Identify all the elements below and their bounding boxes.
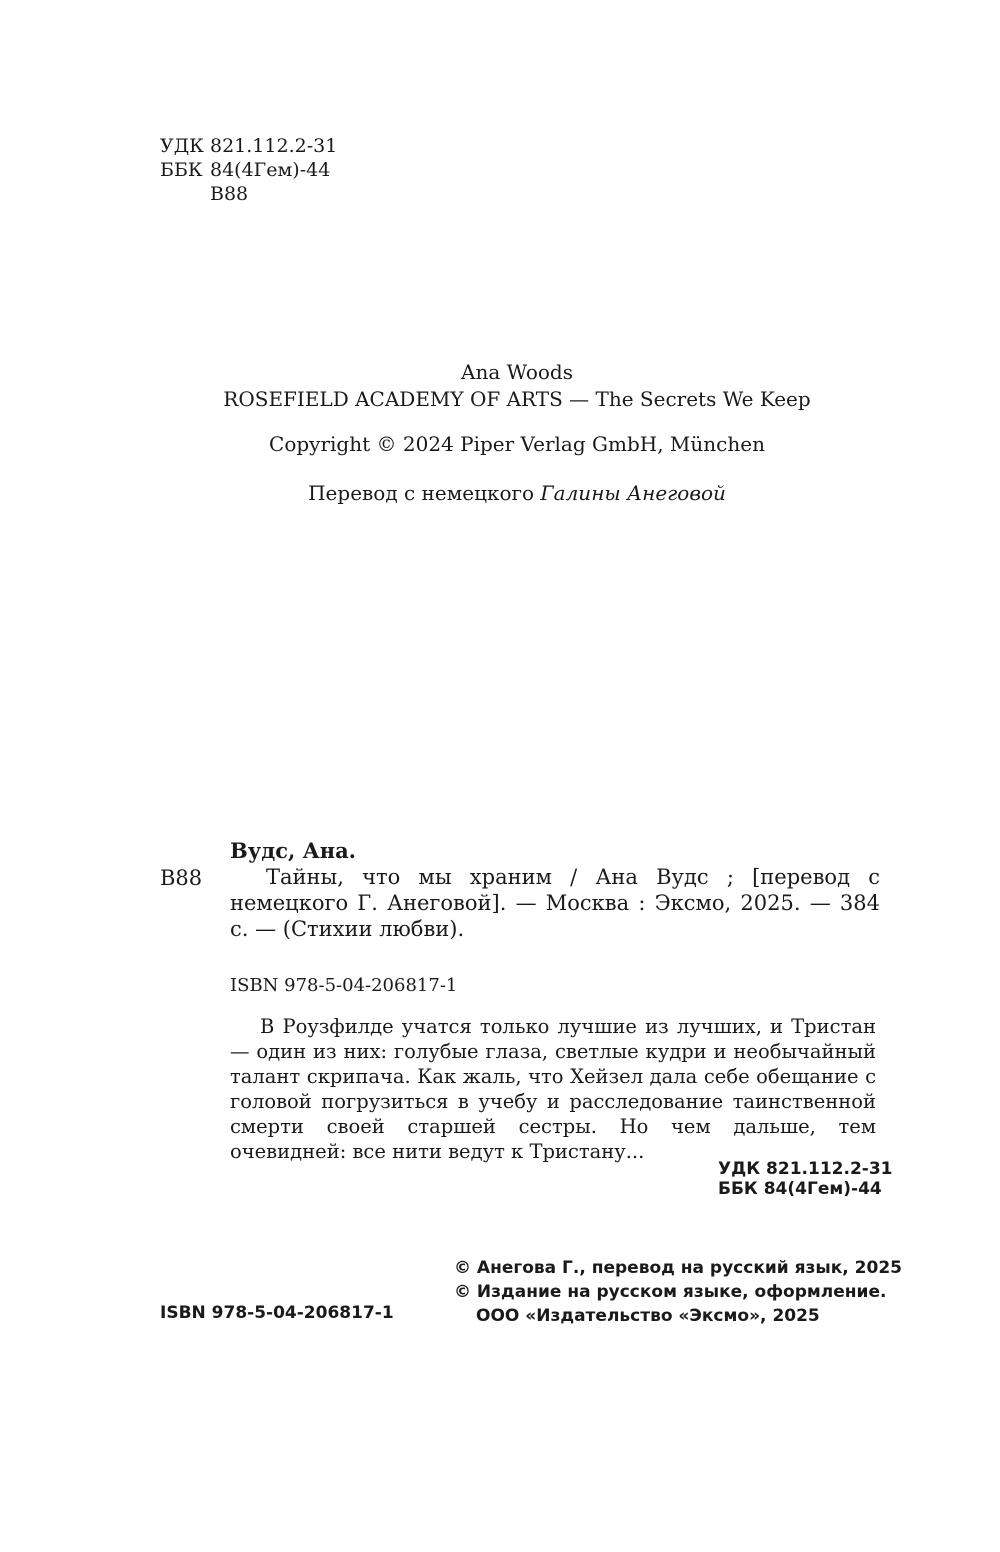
bib-author-mark: В88 [160, 866, 203, 890]
copyright-edition: © Издание на русском языке, оформление. [454, 1282, 887, 1302]
author-mark: В88 [210, 183, 249, 205]
footer-isbn: ISBN 978-5-04-206817-1 [160, 1303, 394, 1323]
bib-udk: УДК 821.112.2-31 [718, 1159, 893, 1179]
udk-value: 821.112.2-31 [210, 135, 338, 157]
copyright-publisher: ООО «Издательство «Эксмо», 2025 [476, 1306, 820, 1326]
bib-isbn: ISBN 978-5-04-206817-1 [230, 975, 458, 996]
original-author: Ana Woods [461, 360, 573, 384]
bib-author-heading: Вудс, Ана. [230, 838, 356, 863]
translation-credit [0, 481, 1000, 505]
bbk-value: 84(4Гем)-44 [210, 159, 331, 181]
copyright-translation: © Анегова Г., перевод на русский язык, 2025 [454, 1258, 903, 1278]
copyright-block [454, 1256, 902, 1328]
bbk-row [160, 158, 337, 182]
original-title: ROSEFIELD ACADEMY OF ARTS — The Secrets We Keep [223, 387, 811, 411]
bib-description: Тайны, что мы храним / Ана Вудс ; [перевод с немецкого Г. Анеговой]. — Москва : Эксмо, 2025. — 384 с. — (Стихии любви). [230, 865, 880, 941]
bib-class-codes [718, 1159, 893, 1199]
author-mark-row [160, 182, 337, 206]
udk-label: УДК [160, 135, 204, 157]
bib-bbk: ББК 84(4Гем)-44 [718, 1179, 882, 1199]
translation-prefix: Перевод с немецкого [308, 481, 535, 505]
bbk-label: ББК [160, 159, 203, 181]
original-copyright: Copyright © 2024 Piper Verlag GmbH, München [269, 432, 765, 456]
classification-block [160, 134, 337, 206]
bib-annotation: В Роузфилде учатся только лучшие из лучших, и Тристан — один из них: голубые глаза, светлые кудри и необычайный талант скрипача. Как жаль, что Хейзел дала себе обещание с головой погрузиться в учебу и расследование таинственной смерти своей старшей сестры. Но чем дальше, тем очевидней: все нити ведут к Тристану... [230, 1015, 876, 1163]
udk-row [160, 134, 337, 158]
translator-name: Галины Анеговой [540, 481, 726, 505]
